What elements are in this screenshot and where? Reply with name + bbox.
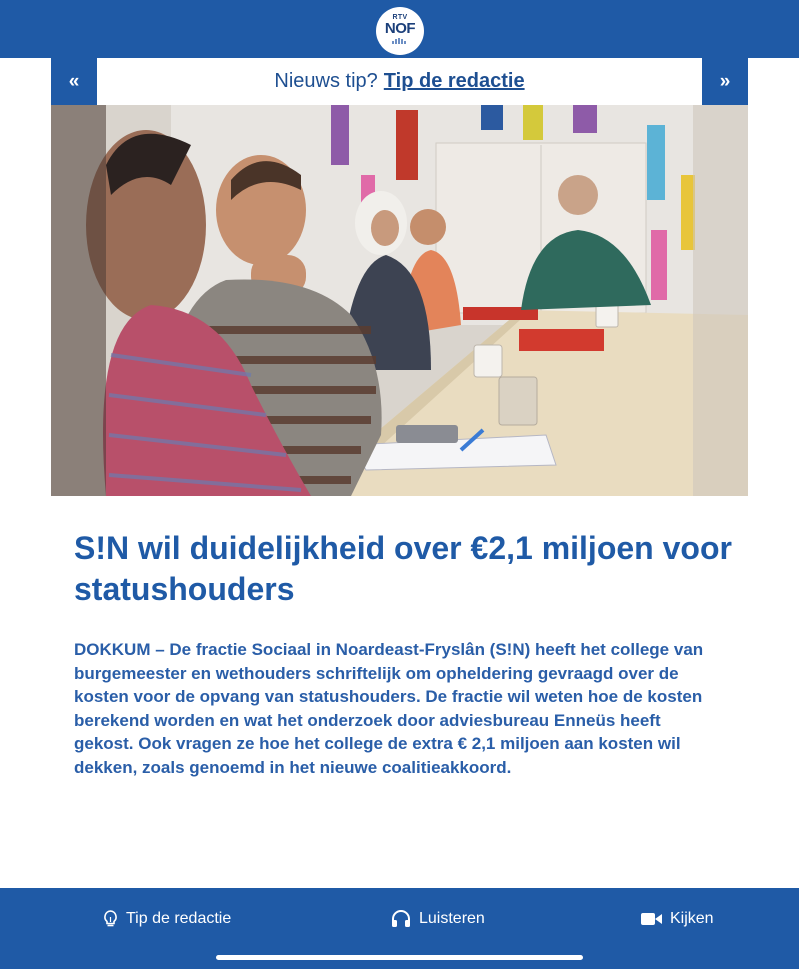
tip-de-redactie-link[interactable]: Tip de redactie <box>383 70 525 92</box>
article-hero-image <box>51 105 748 496</box>
nav-tip-de-redactie[interactable] <box>103 908 231 930</box>
news-tip-text <box>97 58 702 105</box>
meeting-photo-illustration <box>51 105 748 496</box>
top-header <box>0 0 799 58</box>
article-body: DOKKUM – De fractie Sociaal in Noardeast-Fryslân (S!N) heeft het college van burgemeester en wethouders schriftelijk om opheldering gevraagd over de kosten voor de opvang van statushouders. De fractie wil weten hoe de kosten berekend worden en wat het onderzoek door adviesbureau Enneüs heeft gekost. Ook vragen ze hoe het college de extra € 2,1 miljoen aan kosten wil dekken, zoals genoemd in het nieuwe coalitieakkoord. <box>74 640 704 777</box>
nav-kijken[interactable] <box>641 908 714 930</box>
nav-luisteren-label: Luisteren <box>419 910 485 927</box>
lightbulb-icon <box>103 910 118 928</box>
previous-article-button[interactable]: « <box>51 58 97 105</box>
logo-rtv-text: RTV <box>392 14 408 21</box>
headphones-icon <box>391 910 411 928</box>
nav-luisteren[interactable] <box>391 908 485 930</box>
nav-kijken-label: Kijken <box>670 910 714 927</box>
logo-nof-text: NOF <box>384 20 416 37</box>
home-indicator[interactable] <box>216 955 583 960</box>
video-camera-icon <box>641 912 662 926</box>
article-headline: S!N wil duidelijkheid over €2,1 miljoen voor statushouders <box>74 530 732 607</box>
next-article-button[interactable]: » <box>702 58 748 105</box>
nav-tip-label: Tip de redactie <box>126 910 232 927</box>
news-tip-question: Nieuws tip? <box>274 70 378 92</box>
rtv-nof-logo[interactable] <box>376 7 424 55</box>
logo-sound-bars <box>392 38 408 44</box>
news-tip-banner <box>51 58 748 105</box>
